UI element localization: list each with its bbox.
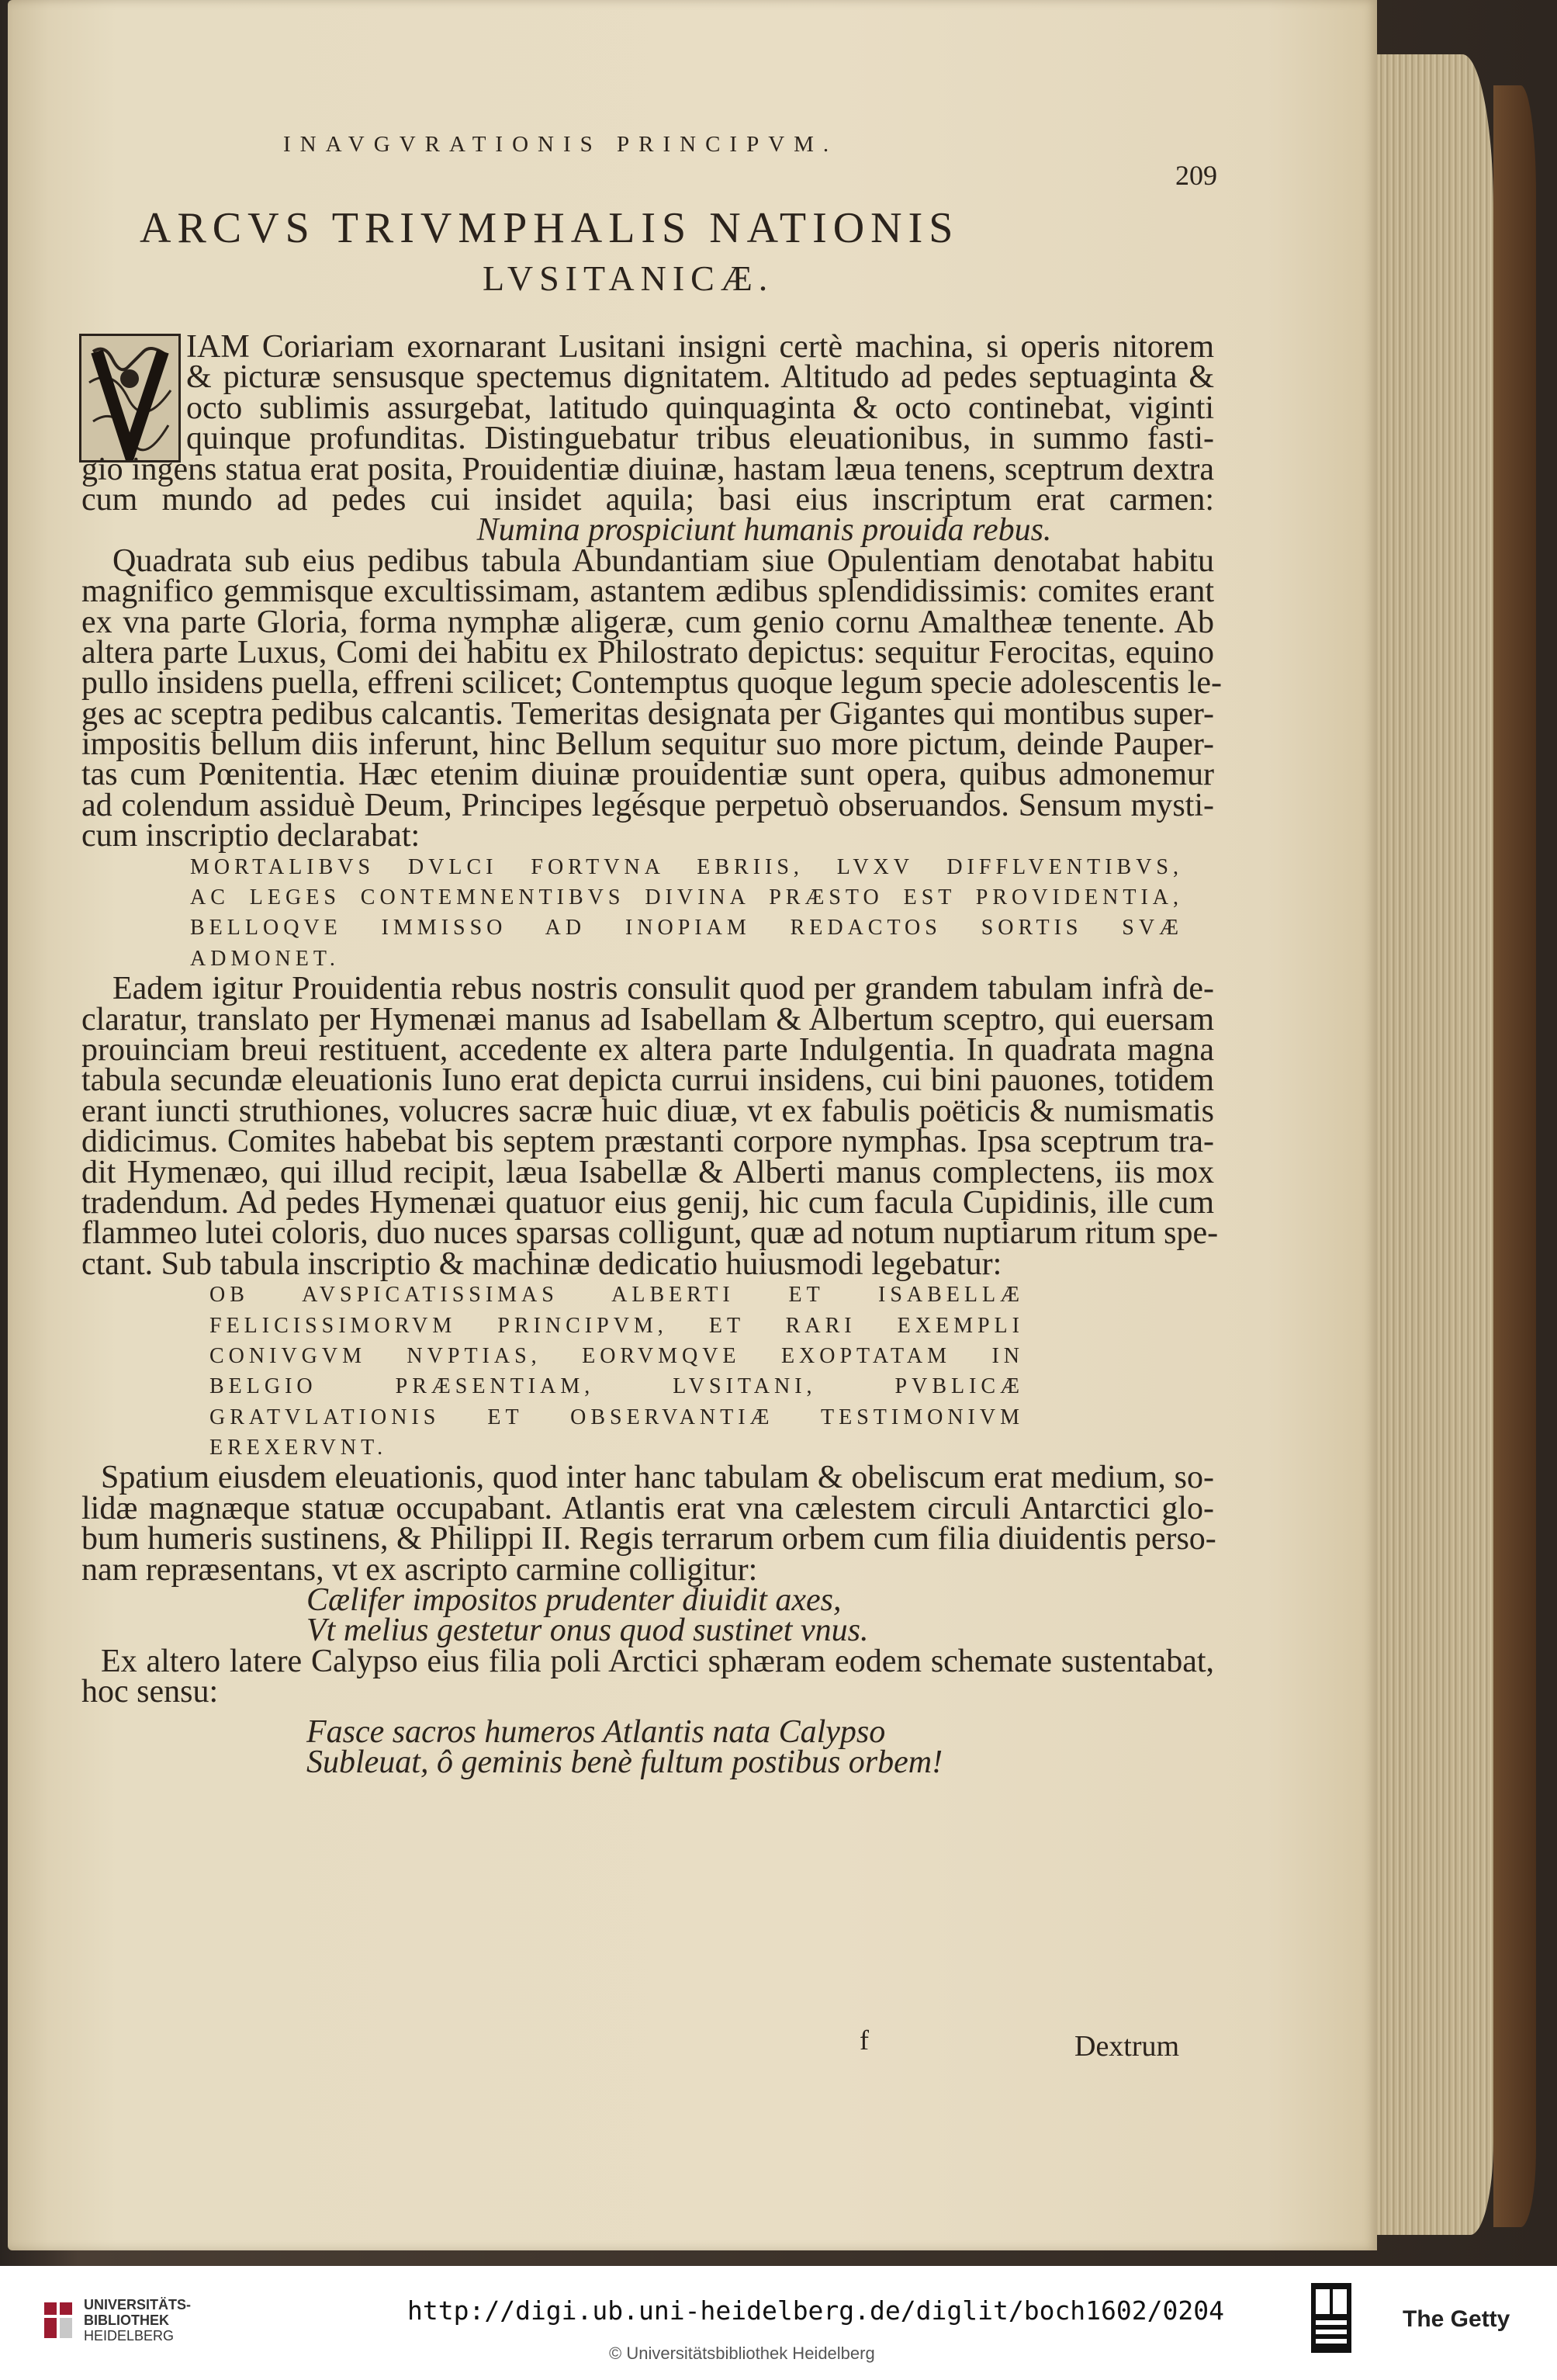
body-line: dit Hymenæo, qui illud recipit, læua Isabellæ & Alberti manus complectens, iis mox: [81, 1154, 1214, 1190]
body-line: Ex altero latere Calypso eius filia poli Arctici sphæram eodem schemate sustentabat,: [101, 1643, 1214, 1679]
getty-logo-icon[interactable]: [1311, 2283, 1351, 2353]
page-number: 209: [1175, 160, 1217, 191]
uni-name-line: UNIVERSITÄTS-: [84, 2297, 192, 2312]
inscription-line: ADMONET.: [190, 946, 340, 971]
book-cover-edge: [1493, 85, 1536, 2227]
body-line: erant iuncti struthiones, volucres sacræ huic diuæ, vt ex fabulis poëticis & numismatis: [81, 1093, 1214, 1129]
catchword: Dextrum: [1074, 2030, 1180, 2063]
inscription-line: MORTALIBVS DVLCI FORTVNA EBRIIS, LVXV DIFFLVENTIBVS,: [190, 854, 1183, 879]
running-head: INAVGVRATIONIS PRINCIPVM.: [283, 132, 839, 157]
inscription-line: GRATVLATIONIS ET OBSERVANTIÆ TESTIMONIVM: [209, 1405, 1024, 1429]
inscription-line: BELLOQVE IMMISSO AD INOPIAM REDACTOS SORTIS SVÆ: [190, 916, 1183, 941]
body-line: flammeo lutei coloris, duo nuces sparsas colligunt, quæ ad notum nuptiarum ritum spe-: [81, 1215, 1219, 1252]
verse-line: Numina prospiciunt humanis prouida rebus.: [476, 512, 1052, 549]
body-line: cum mundo ad pedes cui insidet aquila; basi eius inscriptum erat carmen:: [81, 481, 1214, 518]
inscription-line: OB AVSPICATISSIMAS ALBERTI ET ISABELLÆ: [209, 1283, 1024, 1308]
copyright-notice: © Universitätsbibliothek Heidelberg: [609, 2344, 875, 2363]
inscription-line: BELGIO PRÆSENTIAM, LVSITANI, PVBLICÆ: [209, 1374, 1024, 1399]
body-line: cum inscriptio declarabat:: [81, 818, 420, 854]
verse-line: Vt melius gestetur onus quod sustinet vnus.: [306, 1613, 869, 1649]
body-line: quinque profunditas. Distinguebatur tribus eleuationibus, in summo fasti-: [186, 421, 1214, 457]
inscription-line: FELICISSIMORVM PRINCIPVM, ET RARI EXEMPLI: [209, 1313, 1024, 1338]
body-line: altera parte Luxus, Comi dei habitu ex Philostrato depictus: sequitur Ferocitas, equino: [81, 634, 1214, 670]
body-text: [81, 329, 1223, 1780]
signature-mark: f: [860, 2025, 869, 2056]
viewer-footer: [0, 2266, 1557, 2380]
body-line: didicimus. Comites habebat bis septem præstanti corpore nymphas. Ipsa sceptrum tra-: [81, 1124, 1214, 1160]
body-line: octo sublimis assurgebat, latitudo quinquaginta & octo continebat, viginti: [186, 390, 1214, 426]
verse-line: Subleuat, ô geminis benè fultum postibus orbem!: [306, 1744, 943, 1780]
body-line: & picturæ sensusque spectemus dignitatem. Altitudo ad pedes septuaginta &: [186, 359, 1214, 396]
body-line: Eadem igitur Prouidentia rebus nostris consulit quod per grandem tabulam infrà de-: [112, 971, 1214, 1007]
university-library-logo-icon[interactable]: [43, 2301, 74, 2340]
body-line: Spatium eiusdem eleuationis, quod inter hanc tabulam & obeliscum erat medium, so-: [101, 1460, 1214, 1496]
page-edges: [1377, 54, 1493, 2235]
inscription-line: CONIVGVM NVPTIAS, EORVMQVE EXOPTATAM IN: [209, 1343, 1024, 1368]
body-line: lidæ magnæque statuæ occupabant. Atlantis erat vna cælestem circuli Antarctici glo-: [81, 1490, 1214, 1526]
university-library-name: [84, 2297, 191, 2344]
body-line: claratur, translato per Hymenæi manus ad Isabellam & Albertum sceptro, qui euersam: [81, 1001, 1214, 1038]
getty-name: The Getty: [1403, 2306, 1510, 2332]
body-line: ctant. Sub tabula inscriptio & machinæ dedicatio huiusmodi legebatur:: [81, 1245, 1002, 1282]
body-line: prouinciam breui restituent, accedente ex altera parte Indulgentia. In quadrata magna: [81, 1031, 1214, 1068]
body-line: tradendum. Ad pedes Hymenæi quatuor eius genij, hic cum facula Cupidinis, ille cum: [81, 1184, 1214, 1221]
body-line: gio ingens statua erat posita, Prouidentiæ diuinæ, hastam læua tenens, sceptrum dextra: [81, 451, 1214, 487]
uni-name-line: BIBLIOTHEK: [84, 2312, 169, 2328]
body-line: tas cum Pœnitentia. Hæc etenim diuinæ prouidentiæ sunt opera, quibus admonemur: [81, 757, 1214, 793]
body-line: ad colendum assiduè Deum, Principes legésque perpetuò obseruandos. Sensum mysti-: [81, 787, 1214, 823]
body-line: pullo insidens puella, effreni scilicet; Contemptus quoque legum specie adolescentis le-: [81, 665, 1223, 702]
inscription-line: EREXERVNT.: [209, 1436, 388, 1460]
book-page: [8, 0, 1377, 2250]
body-line: bum humeris sustinens, & Philippi II. Regis terrarum orbem cum filia diuidentis perso-: [81, 1521, 1216, 1557]
page-title-line1: ARCVS TRIVMPHALIS NATIONIS: [140, 204, 960, 252]
body-line: impositis bellum diis inferunt, hinc Bellum sequitur suo more pictum, deinde Pauper-: [81, 726, 1214, 763]
inscription-line: AC LEGES CONTEMNENTIBVS DIVINA PRÆSTO EST PROVIDENTIA,: [190, 885, 1183, 910]
verse-line: Cælifer impositos prudenter diuidit axes,: [306, 1582, 842, 1619]
permalink-url[interactable]: http://digi.ub.uni-heidelberg.de/diglit/boch1602/0204: [407, 2295, 1224, 2326]
body-line: nam repræsentans, vt ex ascripto carmine colligitur:: [81, 1551, 758, 1588]
body-line: magnifico gemmisque excultissimam, astantem ædibus splendidissimis: comites erant: [81, 573, 1214, 610]
verse-line: Fasce sacros humeros Atlantis nata Calypso: [306, 1713, 886, 1750]
page-title-line2: LVSITANICÆ.: [483, 258, 774, 298]
body-line: hoc sensu:: [81, 1674, 219, 1710]
body-line: tabula secundæ eleuationis Iuno erat depicta currui insidens, cui bini pauones, totidem: [81, 1062, 1214, 1099]
body-line: IAM Coriariam exornarant Lusitani insigni certè machina, si operis nitorem: [186, 329, 1214, 365]
uni-name-line: HEIDELBERG: [84, 2328, 175, 2344]
body-line: ges ac sceptra pedibus calcantis. Temeritas designata per Gigantes qui montibus super-: [81, 695, 1214, 732]
body-line: Quadrata sub eius pedibus tabula Abundantiam siue Opulentiam denotabat habitu: [112, 542, 1214, 579]
body-line: ex vna parte Gloria, forma nymphæ aligeræ, cum genio cornu Amaltheæ tenente. Ab: [81, 604, 1214, 640]
